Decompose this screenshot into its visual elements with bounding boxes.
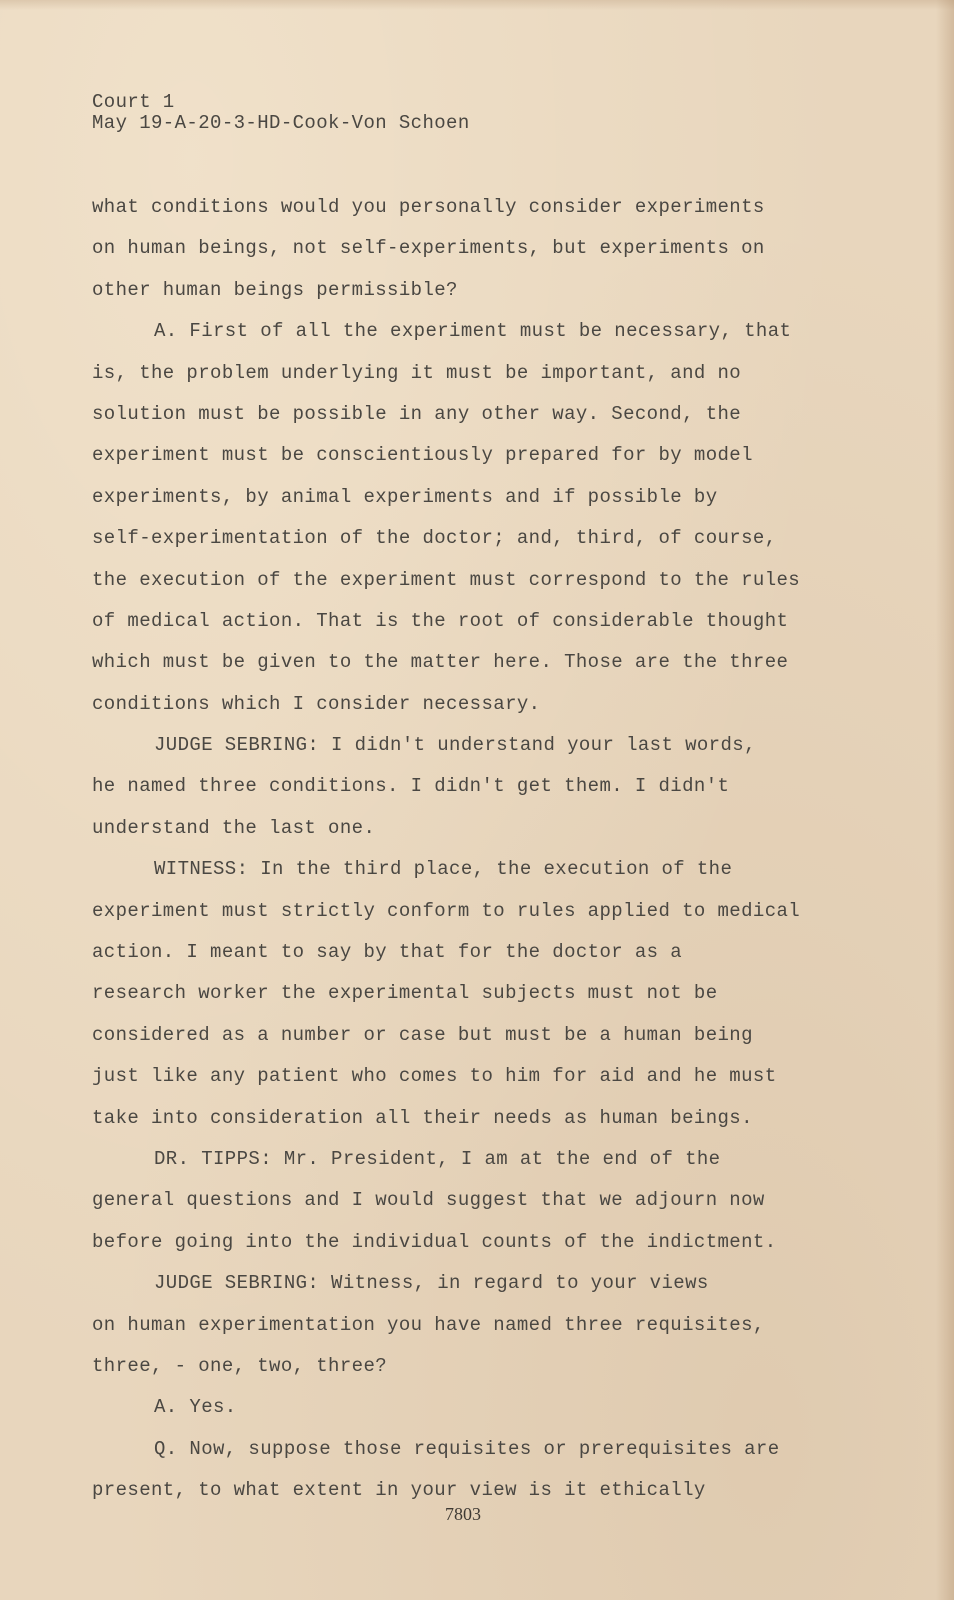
transcript-line: understand the last one.: [92, 816, 376, 839]
page-number: 7803: [445, 1504, 481, 1524]
transcript-line: conditions which I consider necessary.: [92, 692, 541, 715]
transcript-line: take into consideration all their needs as human beings.: [92, 1106, 753, 1129]
transcript-line: A. First of all the experiment must be necessary, that: [154, 320, 792, 343]
transcript-line: experiment must strictly conform to rules applied to medical: [92, 899, 801, 922]
transcript-line: on human beings, not self-experiments, but experiments on: [92, 237, 765, 260]
transcript-line: on human experimentation you have named three requisites,: [92, 1313, 765, 1336]
transcript-line: JUDGE SEBRING: I didn't understand your last words,: [154, 734, 756, 757]
page-right-edge: [936, 0, 954, 1600]
transcript-line: action. I meant to say by that for the doctor as a: [92, 941, 683, 964]
transcript-line: of medical action. That is the root of considerable thought: [92, 609, 789, 632]
transcript-line: research worker the experimental subjects must not be: [92, 982, 718, 1005]
transcript-line: solution must be possible in any other way. Second, the: [92, 402, 742, 425]
transcript-reference: May 19-A-20-3-HD-Cook-Von Schoen: [92, 112, 470, 134]
transcript-line: experiment must be conscientiously prepared for by model: [92, 444, 753, 467]
transcript-line: WITNESS: In the third place, the execution of the: [154, 858, 733, 881]
page-top-edge: [0, 0, 954, 10]
transcript-line: he named three conditions. I didn't get them. I didn't: [92, 775, 730, 798]
transcript-line: the execution of the experiment must correspond to the rules: [92, 568, 801, 591]
transcript-line: JUDGE SEBRING: Witness, in regard to your views: [154, 1272, 709, 1295]
transcript-body: [92, 192, 832, 1517]
transcript-line: three, - one, two, three?: [92, 1354, 388, 1377]
transcript-line: DR. TIPPS: Mr. President, I am at the end of the: [154, 1147, 721, 1170]
transcript-line: A. Yes.: [154, 1396, 237, 1419]
transcript-line: Q. Now, suppose those requisites or prerequisites are: [154, 1437, 780, 1460]
document-header: [92, 92, 470, 134]
transcript-line: experiments, by animal experiments and if possible by: [92, 485, 718, 508]
transcript-line: what conditions would you personally consider experiments: [92, 196, 765, 218]
transcript-line: present, to what extent in your view is it ethically: [92, 1479, 706, 1502]
transcript-line: just like any patient who comes to him for aid and he must: [92, 1065, 777, 1088]
transcript-line: which must be given to the matter here. Those are the three: [92, 651, 789, 674]
transcript-line: other human beings permissible?: [92, 278, 458, 301]
transcript-line: general questions and I would suggest that we adjourn now: [92, 1189, 765, 1212]
transcript-line: self-experimentation of the doctor; and, third, of course,: [92, 527, 777, 550]
court-label: Court 1: [92, 91, 175, 113]
transcript-line: is, the problem underlying it must be important, and no: [92, 361, 742, 384]
transcript-line: considered as a number or case but must be a human being: [92, 1023, 753, 1046]
transcript-line: before going into the individual counts of the indictment.: [92, 1230, 777, 1253]
